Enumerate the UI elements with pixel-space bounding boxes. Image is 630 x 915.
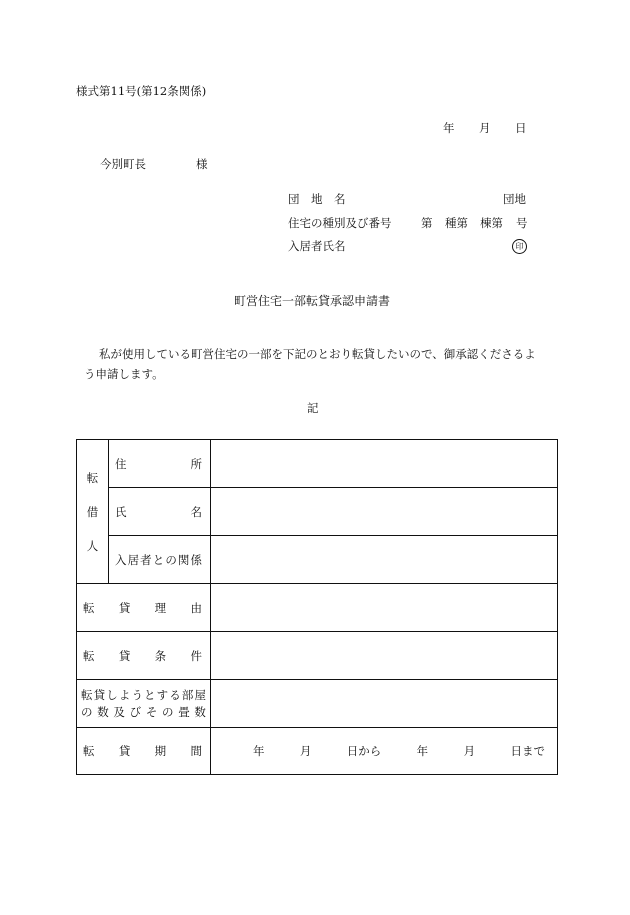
table-row bbox=[77, 584, 558, 632]
body-line-1: 私が使用している町営住宅の一部を下記のとおり転貸したいので、御承認くださるよ bbox=[99, 347, 536, 361]
addressee-honorific: 様 bbox=[196, 157, 208, 171]
reason-label: 転 貸 理 由 bbox=[77, 584, 211, 632]
housing-part: 棟第 bbox=[480, 216, 503, 230]
date-day: 日 bbox=[515, 121, 527, 135]
housing-part: 種第 bbox=[445, 216, 468, 230]
form-number: 様式第11号(第12条関係) bbox=[76, 84, 207, 98]
address-label: 住 所 bbox=[109, 440, 211, 488]
housing-part: 第 bbox=[421, 216, 433, 230]
date-year: 年 bbox=[443, 121, 455, 135]
period-label: 転 貸 期 間 bbox=[77, 728, 211, 775]
conditions-label: 転 貸 条 件 bbox=[77, 632, 211, 680]
danchi-label: 団 地 名 bbox=[288, 192, 346, 206]
document-title: 町営住宅一部転貸承認申請書 bbox=[234, 294, 391, 308]
housing-part: 号 bbox=[516, 216, 528, 230]
table-row bbox=[77, 488, 558, 536]
conditions-value-cell[interactable] bbox=[211, 632, 558, 680]
danchi-suffix: 団地 bbox=[503, 192, 526, 206]
relation-label: 入 居 者 と の 関 係 bbox=[109, 536, 211, 584]
resident-label: 入居者氏名 bbox=[288, 239, 346, 253]
table-row bbox=[77, 728, 558, 775]
body-line-2: う申請します。 bbox=[84, 367, 164, 381]
ki-heading: 記 bbox=[307, 401, 319, 415]
name-value-cell[interactable] bbox=[211, 488, 558, 536]
housing-label: 住宅の種別及び番号 bbox=[288, 216, 392, 230]
relation-value-cell[interactable] bbox=[211, 536, 558, 584]
rooms-value-cell[interactable] bbox=[211, 680, 558, 728]
rooms-label: 転 貸 し よ う と す る 部 屋 の 数 及 び そ の 畳 数 bbox=[77, 680, 211, 728]
table-row bbox=[77, 536, 558, 584]
date-month: 月 bbox=[479, 121, 491, 135]
table-row bbox=[77, 680, 558, 728]
name-label: 氏 名 bbox=[109, 488, 211, 536]
address-value-cell[interactable] bbox=[211, 440, 558, 488]
borrower-vertical-label: 転 借 人 bbox=[77, 440, 109, 584]
seal-icon: 印 bbox=[512, 239, 527, 254]
reason-value-cell[interactable] bbox=[211, 584, 558, 632]
application-table bbox=[76, 439, 558, 775]
addressee: 今別町長 bbox=[100, 157, 146, 171]
table-row bbox=[77, 632, 558, 680]
table-row bbox=[77, 440, 558, 488]
period-value-cell[interactable]: 年 月 日から 年 月 日まで bbox=[211, 728, 558, 775]
